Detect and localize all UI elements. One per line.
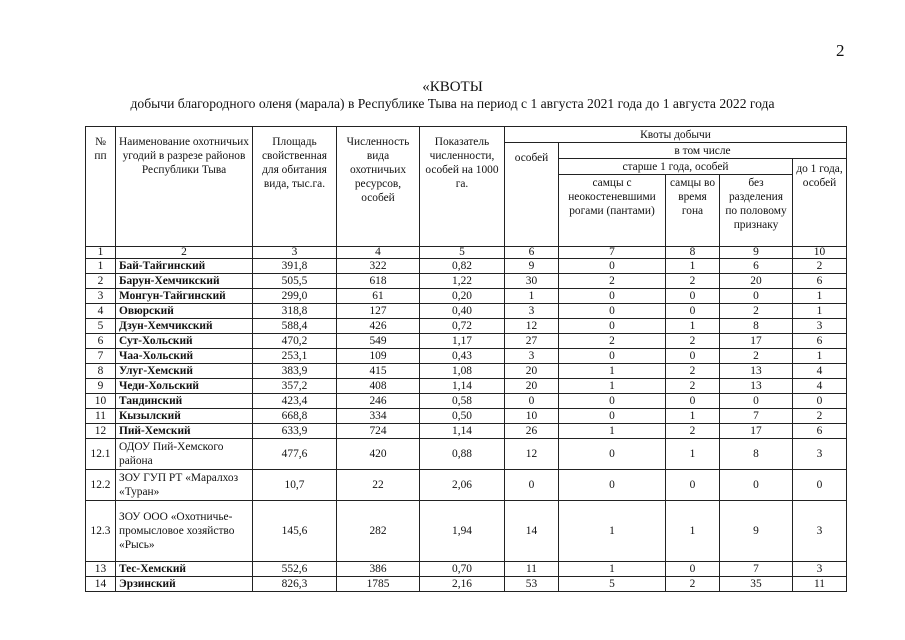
males-antlers-cell: 2 (559, 334, 666, 349)
count-cell: 426 (337, 319, 420, 334)
no-sex-cell: 8 (720, 439, 793, 470)
males-rut-cell: 2 (666, 577, 720, 592)
young-cell: 11 (793, 577, 847, 592)
males-rut-cell: 1 (666, 259, 720, 274)
count-cell: 61 (337, 289, 420, 304)
young-cell: 1 (793, 349, 847, 364)
page-number: 2 (836, 41, 845, 60)
no-sex-cell: 7 (720, 409, 793, 424)
table-row (86, 439, 847, 470)
district-name: ЗОУ ООО «Охотничье-промысловое хозяйство «Рысь» (116, 501, 253, 562)
area-cell: 423,4 (253, 394, 337, 409)
district-name: Барун-Хемчикский (116, 274, 253, 289)
district-name: Монгун-Тайгинский (116, 289, 253, 304)
males-antlers-cell: 0 (559, 470, 666, 501)
young-cell: 3 (793, 501, 847, 562)
quota-total-cell: 30 (505, 274, 559, 289)
no-sex-cell: 0 (720, 394, 793, 409)
no-sex-cell: 2 (720, 349, 793, 364)
young-cell: 0 (793, 470, 847, 501)
count-cell: 246 (337, 394, 420, 409)
density-cell: 1,14 (420, 379, 505, 394)
header-including: в том числе (559, 143, 847, 159)
no-sex-cell: 13 (720, 379, 793, 394)
count-cell: 386 (337, 562, 420, 577)
document-title: «КВОТЫ (422, 79, 483, 95)
district-name: Чаа-Хольский (116, 349, 253, 364)
young-cell: 2 (793, 259, 847, 274)
males-rut-cell: 1 (666, 319, 720, 334)
males-antlers-cell: 1 (559, 364, 666, 379)
table-row (86, 424, 847, 439)
males-antlers-cell: 1 (559, 562, 666, 577)
young-cell: 3 (793, 439, 847, 470)
document-subtitle: добычи благородного оленя (марала) в Республике Тыва на период с 1 августа 2021 года до 1 августа 2022 года (130, 96, 775, 111)
density-cell: 0,82 (420, 259, 505, 274)
density-cell: 0,43 (420, 349, 505, 364)
males-rut-cell: 2 (666, 334, 720, 349)
column-number: 5 (420, 247, 505, 259)
quota-total-cell: 26 (505, 424, 559, 439)
young-cell: 6 (793, 274, 847, 289)
count-cell: 408 (337, 379, 420, 394)
area-cell: 552,6 (253, 562, 337, 577)
row-number: 12.2 (86, 470, 116, 501)
males-antlers-cell: 0 (559, 259, 666, 274)
row-number: 5 (86, 319, 116, 334)
males-antlers-cell: 0 (559, 439, 666, 470)
density-cell: 1,94 (420, 501, 505, 562)
no-sex-cell: 6 (720, 259, 793, 274)
density-cell: 1,22 (420, 274, 505, 289)
table-row (86, 289, 847, 304)
column-number: 1 (86, 247, 116, 259)
young-cell: 1 (793, 289, 847, 304)
column-number: 3 (253, 247, 337, 259)
table-row (86, 334, 847, 349)
young-cell: 3 (793, 319, 847, 334)
column-numbers-row (86, 247, 847, 259)
count-cell: 334 (337, 409, 420, 424)
table-row (86, 319, 847, 334)
row-number: 2 (86, 274, 116, 289)
column-number: 9 (720, 247, 793, 259)
area-cell: 588,4 (253, 319, 337, 334)
males-antlers-cell: 0 (559, 304, 666, 319)
column-number: 8 (666, 247, 720, 259)
area-cell: 253,1 (253, 349, 337, 364)
males-rut-cell: 0 (666, 289, 720, 304)
density-cell: 1,17 (420, 334, 505, 349)
young-cell: 1 (793, 304, 847, 319)
row-number: 6 (86, 334, 116, 349)
column-number: 10 (793, 247, 847, 259)
row-number: 13 (86, 562, 116, 577)
district-name: ОДОУ Пий-Хемского района (116, 439, 253, 470)
males-rut-cell: 0 (666, 562, 720, 577)
males-rut-cell: 2 (666, 364, 720, 379)
males-rut-cell: 2 (666, 379, 720, 394)
quota-total-cell: 10 (505, 409, 559, 424)
density-cell: 0,58 (420, 394, 505, 409)
density-cell: 0,40 (420, 304, 505, 319)
density-cell: 1,14 (420, 424, 505, 439)
table-row (86, 349, 847, 364)
count-cell: 420 (337, 439, 420, 470)
header-count: Численность вида охотничьих ресурсов, особей (337, 127, 420, 247)
count-cell: 109 (337, 349, 420, 364)
district-name: Тандинский (116, 394, 253, 409)
young-cell: 4 (793, 379, 847, 394)
row-number: 7 (86, 349, 116, 364)
males-rut-cell: 0 (666, 349, 720, 364)
young-cell: 6 (793, 424, 847, 439)
males-antlers-cell: 5 (559, 577, 666, 592)
header-young: до 1 года, особей (793, 159, 847, 247)
males-rut-cell: 1 (666, 501, 720, 562)
no-sex-cell: 17 (720, 424, 793, 439)
no-sex-cell: 17 (720, 334, 793, 349)
table-row (86, 470, 847, 501)
district-name: Кызылский (116, 409, 253, 424)
table-row (86, 501, 847, 562)
count-cell: 724 (337, 424, 420, 439)
quota-total-cell: 12 (505, 439, 559, 470)
table-row (86, 562, 847, 577)
table-row (86, 304, 847, 319)
no-sex-cell: 13 (720, 364, 793, 379)
males-rut-cell: 0 (666, 470, 720, 501)
header-name: Наименование охотничьих угодий в разрезе районов Республики Тыва (116, 127, 253, 247)
young-cell: 6 (793, 334, 847, 349)
column-number: 6 (505, 247, 559, 259)
row-number: 1 (86, 259, 116, 274)
density-cell: 1,08 (420, 364, 505, 379)
area-cell: 633,9 (253, 424, 337, 439)
table-row (86, 364, 847, 379)
district-name: Дзун-Хемчикский (116, 319, 253, 334)
young-cell: 2 (793, 409, 847, 424)
header-males-rut: самцы во время гона (666, 175, 720, 247)
males-rut-cell: 2 (666, 424, 720, 439)
district-name: Тес-Хемский (116, 562, 253, 577)
density-cell: 0,20 (420, 289, 505, 304)
males-antlers-cell: 0 (559, 319, 666, 334)
quota-total-cell: 12 (505, 319, 559, 334)
no-sex-cell: 35 (720, 577, 793, 592)
males-rut-cell: 2 (666, 274, 720, 289)
males-rut-cell: 0 (666, 394, 720, 409)
area-cell: 668,8 (253, 409, 337, 424)
quota-total-cell: 3 (505, 349, 559, 364)
area-cell: 477,6 (253, 439, 337, 470)
no-sex-cell: 8 (720, 319, 793, 334)
district-name: ЗОУ ГУП РТ «Маралхоз «Туран» (116, 470, 253, 501)
males-antlers-cell: 1 (559, 501, 666, 562)
table-row (86, 409, 847, 424)
no-sex-cell: 2 (720, 304, 793, 319)
table-row (86, 259, 847, 274)
row-number: 12.1 (86, 439, 116, 470)
count-cell: 282 (337, 501, 420, 562)
quota-total-cell: 14 (505, 501, 559, 562)
district-name: Чеди-Хольский (116, 379, 253, 394)
header-area: Площадь свойственная для обитания вида, тыс.га. (253, 127, 337, 247)
density-cell: 2,16 (420, 577, 505, 592)
males-antlers-cell: 2 (559, 274, 666, 289)
district-name: Улуг-Хемский (116, 364, 253, 379)
density-cell: 0,88 (420, 439, 505, 470)
density-cell: 0,50 (420, 409, 505, 424)
row-number: 11 (86, 409, 116, 424)
area-cell: 318,8 (253, 304, 337, 319)
count-cell: 415 (337, 364, 420, 379)
area-cell: 391,8 (253, 259, 337, 274)
quota-total-cell: 9 (505, 259, 559, 274)
area-cell: 145,6 (253, 501, 337, 562)
density-cell: 0,70 (420, 562, 505, 577)
table-body (86, 259, 847, 592)
quota-total-cell: 27 (505, 334, 559, 349)
area-cell: 10,7 (253, 470, 337, 501)
quota-total-cell: 53 (505, 577, 559, 592)
header-no-sex: без разделения по половому признаку (720, 175, 793, 247)
row-number: 14 (86, 577, 116, 592)
area-cell: 470,2 (253, 334, 337, 349)
header-index: Показатель численности, особей на 1000 га. (420, 127, 505, 247)
row-number: 10 (86, 394, 116, 409)
males-antlers-cell: 0 (559, 409, 666, 424)
count-cell: 322 (337, 259, 420, 274)
area-cell: 383,9 (253, 364, 337, 379)
header-quota: Квоты добычи (505, 127, 847, 143)
quota-total-cell: 1 (505, 289, 559, 304)
district-name: Овюрский (116, 304, 253, 319)
table-row (86, 394, 847, 409)
quota-total-cell: 0 (505, 394, 559, 409)
males-antlers-cell: 0 (559, 289, 666, 304)
young-cell: 4 (793, 364, 847, 379)
quota-total-cell: 20 (505, 379, 559, 394)
males-antlers-cell: 1 (559, 379, 666, 394)
district-name: Бай-Тайгинский (116, 259, 253, 274)
table-row (86, 577, 847, 592)
column-number: 7 (559, 247, 666, 259)
header-no: № пп (86, 127, 116, 247)
district-name: Эрзинский (116, 577, 253, 592)
header-males-antlers: самцы с неокостеневшими рогами (пантами) (559, 175, 666, 247)
table-row (86, 379, 847, 394)
row-number: 12 (86, 424, 116, 439)
column-number: 4 (337, 247, 420, 259)
count-cell: 1785 (337, 577, 420, 592)
quota-total-cell: 0 (505, 470, 559, 501)
no-sex-cell: 9 (720, 501, 793, 562)
density-cell: 2,06 (420, 470, 505, 501)
area-cell: 299,0 (253, 289, 337, 304)
table-row (86, 274, 847, 289)
header-older: старше 1 года, особей (559, 159, 793, 175)
males-rut-cell: 1 (666, 409, 720, 424)
quota-table (85, 126, 847, 592)
males-antlers-cell: 0 (559, 349, 666, 364)
young-cell: 3 (793, 562, 847, 577)
header-total: особей (505, 143, 559, 247)
no-sex-cell: 7 (720, 562, 793, 577)
row-number: 8 (86, 364, 116, 379)
area-cell: 357,2 (253, 379, 337, 394)
males-rut-cell: 0 (666, 304, 720, 319)
males-antlers-cell: 1 (559, 424, 666, 439)
quota-total-cell: 3 (505, 304, 559, 319)
column-number: 2 (116, 247, 253, 259)
quota-total-cell: 11 (505, 562, 559, 577)
young-cell: 0 (793, 394, 847, 409)
row-number: 4 (86, 304, 116, 319)
row-number: 12.3 (86, 501, 116, 562)
area-cell: 505,5 (253, 274, 337, 289)
count-cell: 618 (337, 274, 420, 289)
density-cell: 0,72 (420, 319, 505, 334)
row-number: 3 (86, 289, 116, 304)
no-sex-cell: 0 (720, 470, 793, 501)
district-name: Пий-Хемский (116, 424, 253, 439)
quota-total-cell: 20 (505, 364, 559, 379)
count-cell: 22 (337, 470, 420, 501)
males-antlers-cell: 0 (559, 394, 666, 409)
no-sex-cell: 20 (720, 274, 793, 289)
no-sex-cell: 0 (720, 289, 793, 304)
row-number: 9 (86, 379, 116, 394)
count-cell: 549 (337, 334, 420, 349)
count-cell: 127 (337, 304, 420, 319)
area-cell: 826,3 (253, 577, 337, 592)
males-rut-cell: 1 (666, 439, 720, 470)
district-name: Сут-Хольский (116, 334, 253, 349)
